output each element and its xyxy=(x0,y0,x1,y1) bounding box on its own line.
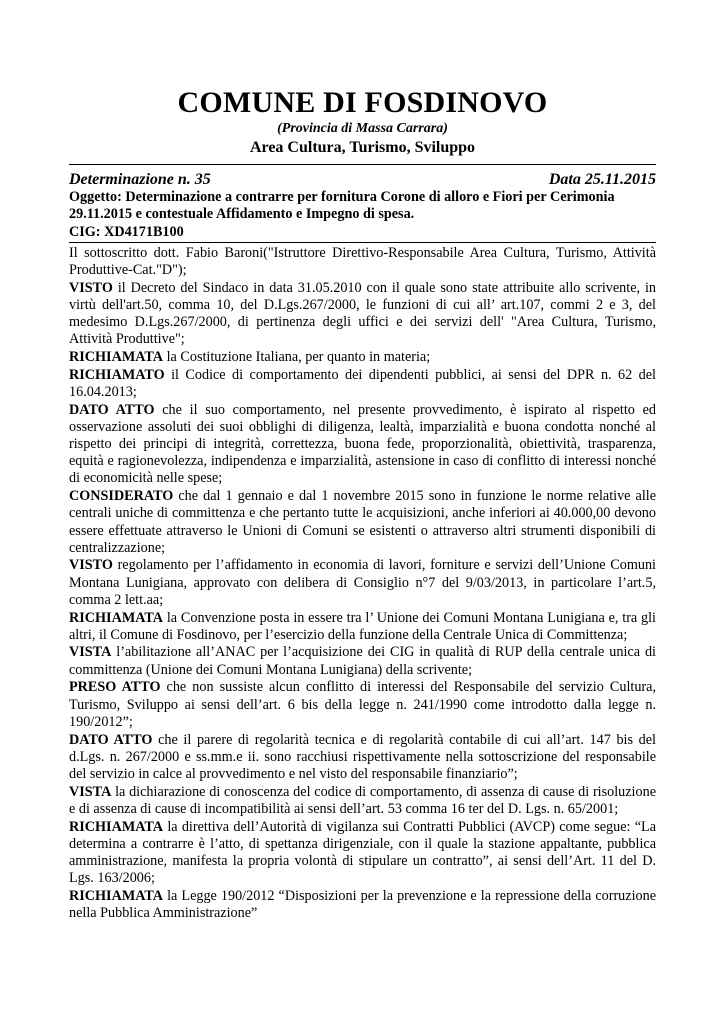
paragraph-lead: VISTO xyxy=(69,557,113,574)
department-area: Area Cultura, Turismo, Sviluppo xyxy=(249,139,476,156)
paragraph-text: il Codice di comportamento dei dipendenti pubblici, ai sensi del DPR n. 62 del 16.04.2013; xyxy=(69,366,656,400)
paragraph xyxy=(69,367,656,401)
paragraph-lead: DATO ATTO xyxy=(69,731,153,748)
paragraph xyxy=(69,732,656,784)
paragraph-lead: RICHIAMATA xyxy=(69,609,164,626)
paragraph-lead: CONSIDERATO xyxy=(69,488,174,505)
municipality-title: COMUNE DI FOSDINOVO xyxy=(177,86,548,119)
paragraph-text: che non sussiste alcun conflitto di interessi del Responsabile del servizio Cultura, Turismo, Sviluppo ai sensi dell’art. 6 bis della legge n. 241/1990 come introdotto dalla legge n. 190/2012”; xyxy=(69,679,656,730)
paragraph xyxy=(69,819,656,888)
header-divider xyxy=(69,164,656,165)
paragraph xyxy=(69,349,656,366)
paragraph-text: che dal 1 gennaio e dal 1 novembre 2015 sono in funzione le norme relative alle centrali uniche di committenza e che pertanto tutte le acquisizioni, anche inferiori ai 40.000,00 devono essere effettuate attraverso le Unioni di Comuni se esistenti o attraverso altri strumenti disponibili di centralizzazione; xyxy=(69,488,656,556)
determination-date: Data 25.11.2015 xyxy=(548,171,656,188)
paragraph-text: il Decreto del Sindaco in data 31.05.2010 con il quale sono state attribuite allo scrivente, in virtù dell'art.50, comma 10, del D.Lgs.267/2000, le funzioni di cui all’ art.107, commi 2 e 3, del medesimo D.Lgs.267/2000, di pertinenza degli uffici e dei servizi dell' "Area Cultura, Turismo, Attività Produttive"; xyxy=(69,279,656,348)
paragraph xyxy=(69,784,656,818)
paragraph-lead: VISTO xyxy=(69,279,113,296)
province-subtitle: (Provincia di Massa Carrara) xyxy=(277,121,448,136)
paragraph xyxy=(69,679,656,731)
paragraph-text: che il parere di regolarità tecnica e di regolarità contabile di cui all’art. 147 bis del d.Lgs. n. 267/2000 e ss.mm.e ii. sono racchiusi rispettivamente nella sottoscrizione del responsabile del servizio in calce al provvedimento e nel visto del responsabile finanziario”; xyxy=(69,731,657,782)
subject-line: Oggetto: Determinazione a contrarre per fornitura Corone di alloro e Fiori per Cerimonia 29.11.2015 e contestuale Affidamento e Impegno di spesa. xyxy=(69,189,615,223)
subject-divider xyxy=(69,242,656,243)
paragraph xyxy=(69,245,656,279)
paragraph-lead: VISTA xyxy=(69,644,112,661)
paragraph xyxy=(69,557,656,609)
paragraph xyxy=(69,644,656,678)
paragraph-lead: DATO ATTO xyxy=(69,401,155,418)
paragraph-lead: RICHIAMATO xyxy=(69,366,165,383)
paragraph xyxy=(69,280,656,349)
paragraph xyxy=(69,610,656,644)
paragraph-lead: RICHIAMATA xyxy=(69,818,164,835)
paragraph-lead: RICHIAMATA xyxy=(69,349,164,366)
paragraph xyxy=(69,402,656,488)
paragraph-lead: RICHIAMATA xyxy=(69,887,164,904)
paragraph-text: che il suo comportamento, nel presente provvedimento, è ispirato al rispetto ed osservazione assoluti dei suoi obblighi di diligenza, lealtà, imparzialità e buona condotta nonché al rispetto dei principi di integrità, correttezza, buona fede, proporzionalità, obiettività, trasparenza, equità e ragionevolezza, indipendenza e imparzialità, astensione in caso di conflitto di interessi nonché di economicità nelle spese; xyxy=(69,401,656,487)
paragraph-text: la dichiarazione di conoscenza del codice di comportamento, di assenza di cause di risoluzione e di assenza di cause di incompatibilità ai sensi dell’art. 53 comma 16 ter del D. Lgs. n. 65/2001; xyxy=(69,783,656,817)
paragraph xyxy=(69,488,656,557)
paragraph-text: la Legge 190/2012 “Disposizioni per la prevenzione e la repressione della corruzione nella Pubblica Amministrazione” xyxy=(69,887,656,922)
paragraph-text: la Convenzione posta in essere tra l’ Unione dei Comuni Montana Lunigiana e, tra gli altri, il Comune di Fosdinovo, per l’esercizio della funzione della Centrale Unica di Committenza; xyxy=(69,609,656,643)
paragraph-text: la Costituzione Italiana, per quanto in materia; xyxy=(163,349,431,366)
paragraph-lead: VISTA xyxy=(69,783,112,800)
paragraph-lead: PRESO ATTO xyxy=(69,679,161,696)
cig-code: CIG: XD4171B100 xyxy=(69,223,184,240)
paragraph-text: Il sottoscritto dott. Fabio Baroni("Istruttore Direttivo-Responsabile Area Cultura, Turismo, Attività Produttive-Cat."D"); xyxy=(69,244,656,279)
determination-number: Determinazione n. 35 xyxy=(69,171,211,188)
determination-row xyxy=(69,170,656,189)
document-body xyxy=(69,245,656,922)
paragraph-text: l’abilitazione all’ANAC per l’acquisizione dei CIG in qualità di RUP della centrale unica di committenza (Unione dei Comuni Montana Lunigiana) della scrivente; xyxy=(69,644,656,678)
paragraph xyxy=(69,888,656,922)
paragraph-text: regolamento per l’affidamento in economia di lavori, forniture e servizi dell’Unione Comuni Montana Lunigiana, approvato con delibera di Consiglio n°7 del 9/03/2013, in particolare l’art.5, comma 2 lett.aa; xyxy=(69,557,656,608)
paragraph-text: la direttiva dell’Autorità di vigilanza sui Contratti Pubblici (AVCP) come segue: “La determina a contrarre è l’atto, di spettanza dirigenziale, con il quale la stazione appaltante, pubblica amministrazione, manifesta la propria volontà di stipulare un contratto”, ai sensi dell’Art. 11 del D. Lgs. 163/2006; xyxy=(69,818,656,887)
